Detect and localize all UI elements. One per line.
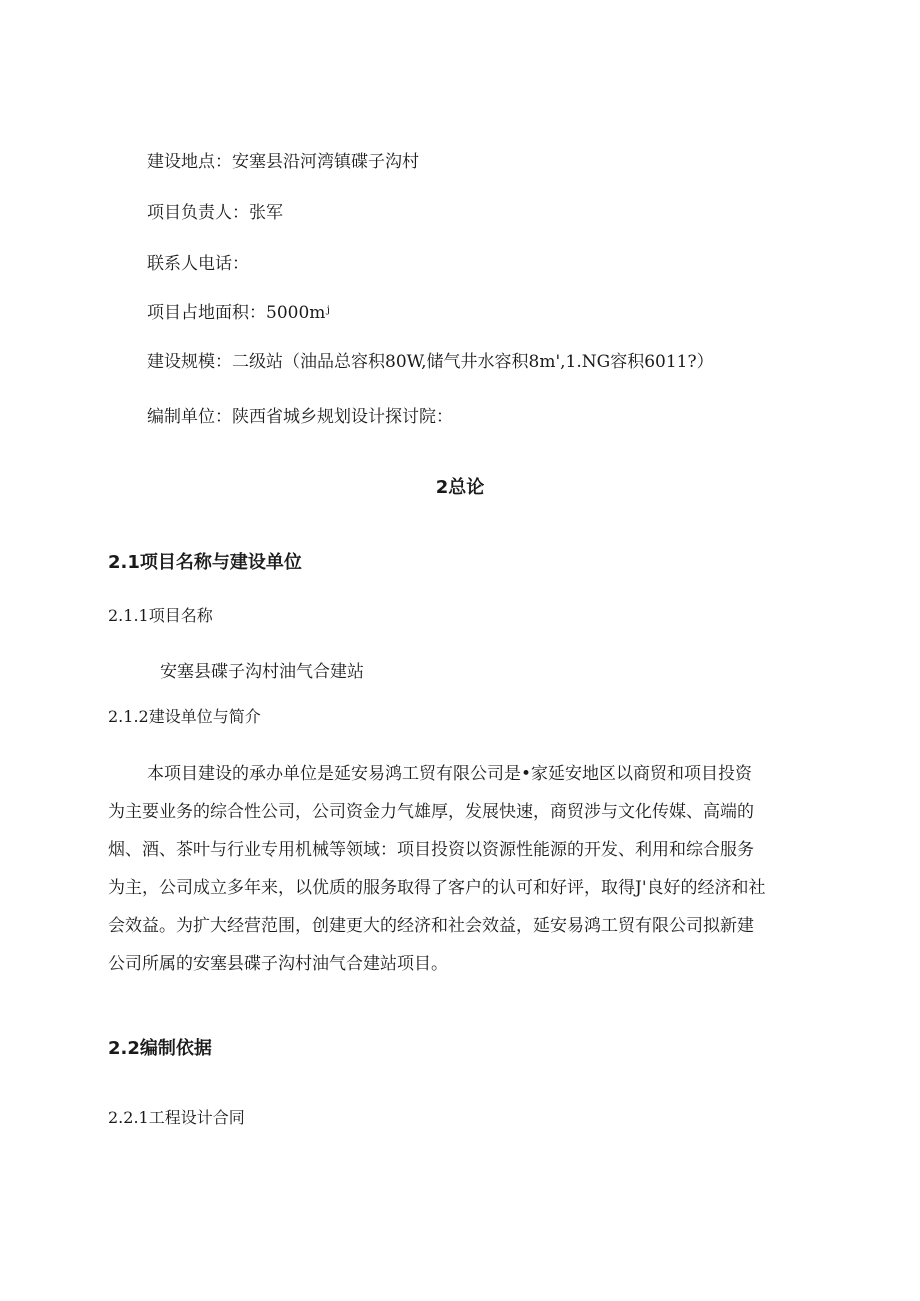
construction-scale: 建设规模：二级站（油品总容积80W,储气井水容积8m',1.NG容积6011?） — [147, 352, 714, 372]
section-title-2-2: 2.2编制依据 — [108, 1038, 212, 1059]
project-area: 项目占地面积：5000mʲ — [147, 303, 330, 323]
project-name: 安塞县碟子沟村油气合建站 — [160, 662, 364, 682]
chapter-title: 2总论 — [435, 477, 485, 498]
paragraph-line: 为主，公司成立多年来，以优质的服务取得了客户的认可和好评，取得J'良好的经济和社 — [108, 878, 766, 898]
construction-location: 建设地点：安塞县沿河湾镇碟子沟村 — [147, 152, 419, 172]
section-title-2-1: 2.1项目名称与建设单位 — [108, 552, 302, 573]
paragraph-line: 本项目建设的承办单位是延安易鸿工贸有限公司是•家延安地区以商贸和项目投资 — [147, 764, 753, 784]
subsection-title-2-1-2: 2.1.2建设单位与简介 — [108, 707, 261, 726]
subsection-title-2-2-1: 2.2.1工程设计合同 — [108, 1108, 245, 1127]
paragraph-line: 烟、酒、茶叶与行业专用机械等领域：项目投资以资源性能源的开发、利用和综合服务 — [108, 840, 754, 860]
subsection-title-2-1-1: 2.1.1项目名称 — [108, 606, 213, 625]
compiling-unit: 编制单位：陕西省城乡规划设计探讨院： — [147, 407, 453, 427]
project-leader: 项目负责人：张军 — [147, 203, 283, 223]
paragraph-line: 公司所属的安塞县碟子沟村油气合建站项目。 — [108, 954, 448, 974]
contact-phone: 联系人电话： — [147, 254, 249, 274]
paragraph-line: 为主要业务的综合性公司，公司资金力气雄厚，发展快速，商贸涉与文化传媒、高端的 — [108, 802, 754, 822]
paragraph-line: 会效益。为扩大经营范围，创建更大的经济和社会效益，延安易鸿工贸有限公司拟新建 — [108, 916, 754, 936]
